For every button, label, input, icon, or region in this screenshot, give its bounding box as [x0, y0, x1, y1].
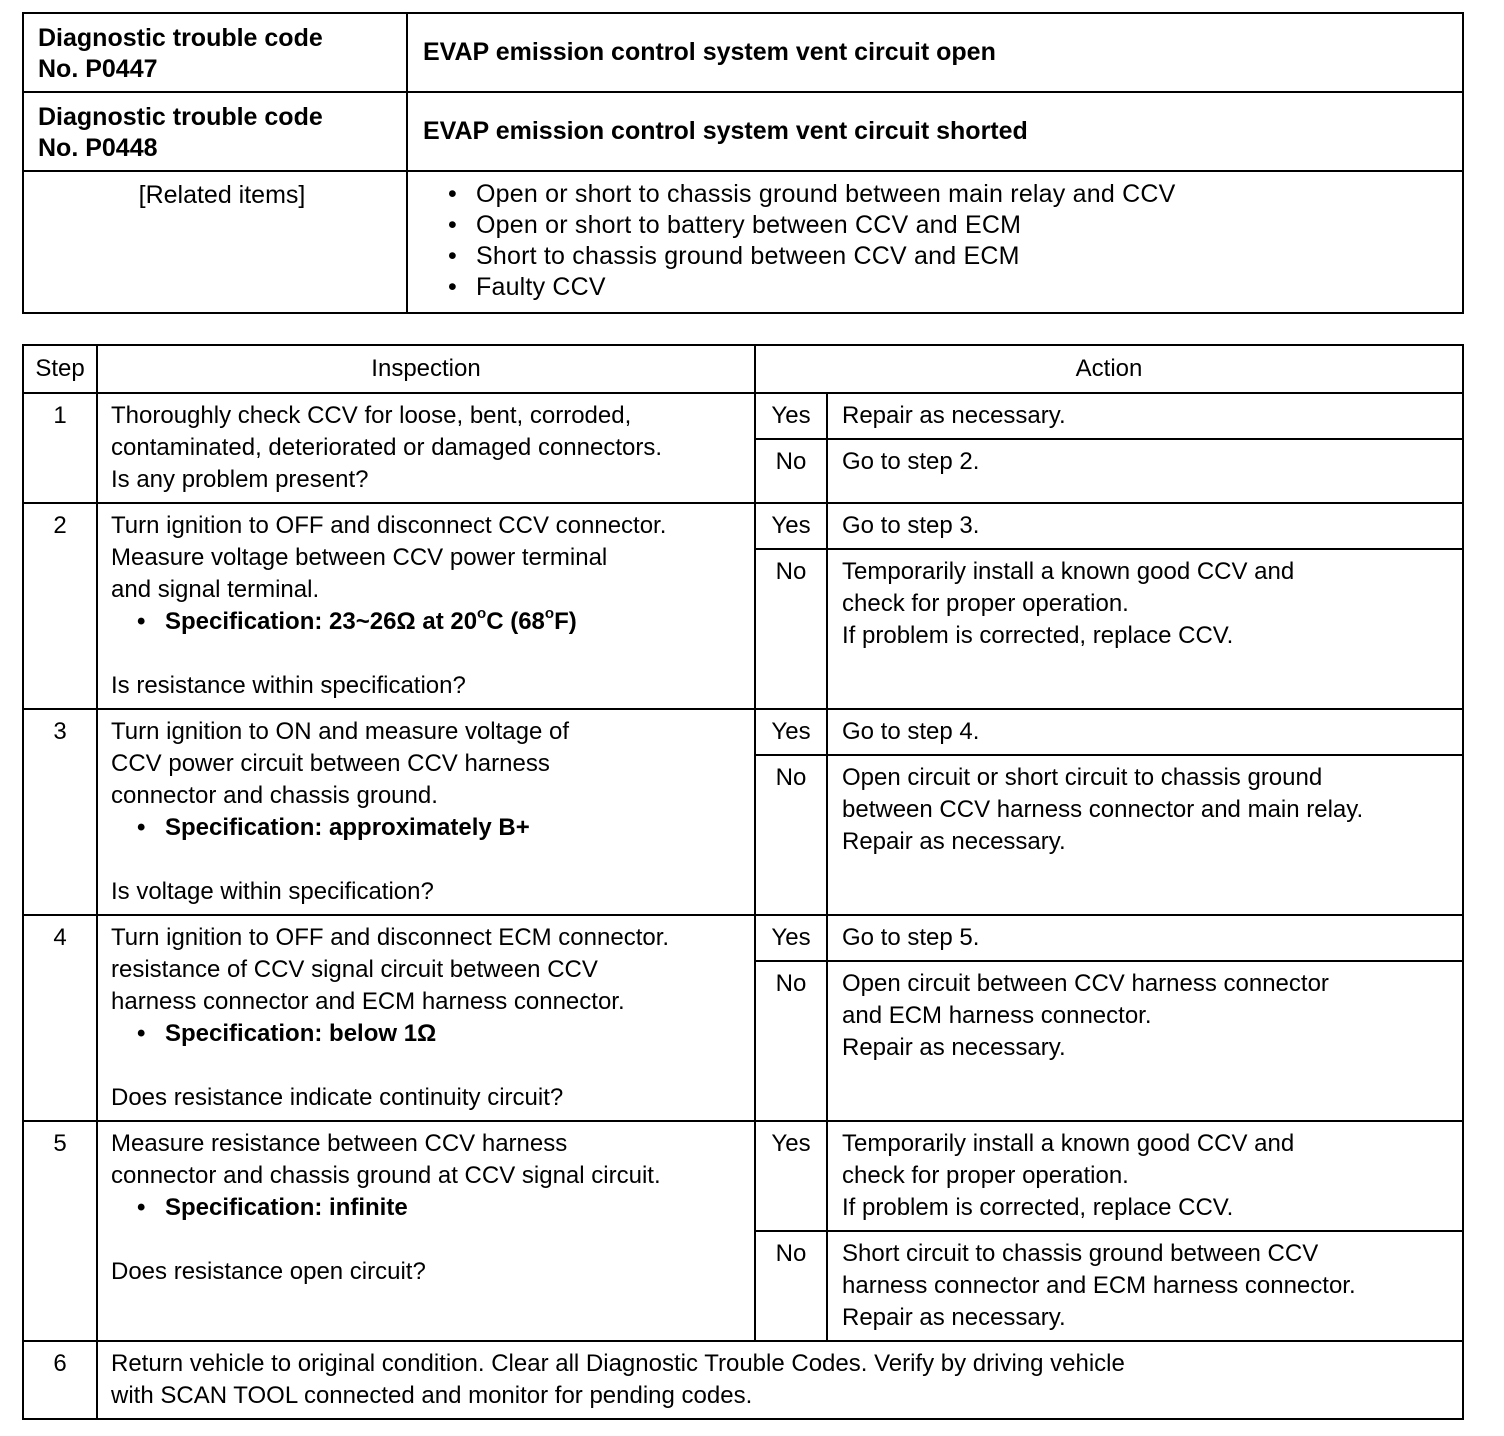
no-action: [827, 961, 1463, 1121]
action-line: Repair as necessary.: [842, 1034, 1066, 1061]
specification: • Specification: 23~26Ω at 20$^o$C (68$^o$F): [137, 605, 577, 635]
step-row: [23, 1341, 1463, 1419]
header-row: [23, 345, 1463, 393]
related-items-label: [Related items]: [23, 171, 407, 313]
step-row: [23, 1121, 1463, 1231]
yes-label: Yes: [755, 1121, 827, 1231]
yes-action: Go to step 4.: [827, 709, 1463, 755]
spec-text: F): [554, 608, 577, 635]
inspection-line: Turn ignition to ON and measure voltage of: [111, 718, 570, 745]
inspection-question: Does resistance open circuit?: [111, 1258, 426, 1285]
dtc-label: [23, 13, 407, 92]
no-action: [827, 755, 1463, 915]
step-row: [23, 709, 1463, 755]
spec-text: Specification: approximately B+: [165, 814, 530, 841]
yes-label: Yes: [755, 503, 827, 549]
spec-text: Specification: infinite: [165, 1194, 408, 1221]
degree-symbol: o: [477, 605, 487, 622]
no-label: No: [755, 439, 827, 503]
yes-action: Go to step 3.: [827, 503, 1463, 549]
yes-label: Yes: [755, 915, 827, 961]
action-line: Repair as necessary.: [842, 828, 1066, 855]
inspection-text: [97, 503, 755, 709]
inspection-question: Is voltage within specification?: [111, 878, 434, 905]
dtc-row: [23, 92, 1463, 171]
action-line: Open circuit or short circuit to chassis ground: [842, 764, 1323, 791]
yes-action: [827, 1121, 1463, 1231]
final-step-line: with SCAN TOOL connected and monitor for pending codes.: [111, 1382, 753, 1409]
inspection-header: Inspection: [97, 345, 755, 393]
step-number: 3: [23, 709, 97, 915]
inspection-line: Turn ignition to OFF and disconnect CCV connector.: [111, 512, 667, 539]
no-label: No: [755, 549, 827, 709]
inspection-line: and signal terminal.: [111, 576, 320, 603]
dtc-description: EVAP emission control system vent circuit shorted: [407, 92, 1463, 171]
related-item: • Faulty CCV: [448, 272, 1462, 303]
dtc-code: No. P0448: [38, 134, 158, 162]
no-action: [827, 1231, 1463, 1341]
action-line: check for proper operation.: [842, 1162, 1129, 1189]
related-items-row: [23, 171, 1463, 313]
step-number: 4: [23, 915, 97, 1121]
action-line: Temporarily install a known good CCV and: [842, 1130, 1295, 1157]
inspection-line: CCV power circuit between CCV harness: [111, 750, 550, 777]
action-line: between CCV harness connector and main relay.: [842, 796, 1364, 823]
step-header: Step: [23, 345, 97, 393]
step-row: [23, 503, 1463, 549]
no-label: No: [755, 755, 827, 915]
no-action: [827, 549, 1463, 709]
step-row: [23, 393, 1463, 439]
inspection-text: [97, 393, 755, 503]
inspection-line: Measure resistance between CCV harness: [111, 1130, 568, 1157]
step-row: [23, 915, 1463, 961]
yes-action: Repair as necessary.: [827, 393, 1463, 439]
inspection-text: [97, 915, 755, 1121]
inspection-line: harness connector and ECM harness connector.: [111, 988, 625, 1015]
action-line: Short circuit to chassis ground between CCV: [842, 1240, 1319, 1267]
action-line: Repair as necessary.: [842, 1304, 1066, 1331]
inspection-line: connector and chassis ground.: [111, 782, 438, 809]
inspection-text: [97, 1121, 755, 1341]
related-items-list: [407, 171, 1463, 313]
yes-action: Go to step 5.: [827, 915, 1463, 961]
spec-text: C (68: [486, 608, 545, 635]
yes-label: Yes: [755, 709, 827, 755]
step-number: 5: [23, 1121, 97, 1341]
action-line: and ECM harness connector.: [842, 1002, 1152, 1029]
related-item: • Short to chassis ground between CCV and ECM: [448, 241, 1462, 272]
action-line: Open circuit between CCV harness connector: [842, 970, 1329, 997]
inspection-text: [97, 709, 755, 915]
action-header: Action: [755, 345, 1463, 393]
inspection-line: Thoroughly check CCV for loose, bent, corroded,: [111, 402, 632, 429]
action-line: If problem is corrected, replace CCV.: [842, 622, 1234, 649]
inspection-line: connector and chassis ground at CCV signal circuit.: [111, 1162, 661, 1189]
related-item: • Open or short to battery between CCV and ECM: [448, 210, 1462, 241]
dtc-code: No. P0447: [38, 55, 158, 83]
no-action: Go to step 2.: [827, 439, 1463, 503]
inspection-line: resistance of CCV signal circuit between CCV: [111, 956, 598, 983]
specification: • Specification: approximately B+: [137, 814, 530, 841]
final-step-line: Return vehicle to original condition. Clear all Diagnostic Trouble Codes. Verify by driving vehicle: [111, 1350, 1125, 1377]
dtc-description: EVAP emission control system vent circuit open: [407, 13, 1463, 92]
final-step-text: [97, 1341, 1463, 1419]
inspection-steps-table: [22, 344, 1464, 1420]
inspection-question: Is resistance within specification?: [111, 672, 466, 699]
inspection-line: Is any problem present?: [111, 466, 369, 493]
inspection-line: Turn ignition to OFF and disconnect ECM connector.: [111, 924, 670, 951]
step-number: 6: [23, 1341, 97, 1419]
inspection-line: contaminated, deteriorated or damaged connectors.: [111, 434, 663, 461]
step-number: 2: [23, 503, 97, 709]
action-line: check for proper operation.: [842, 590, 1129, 617]
dtc-table: [22, 12, 1464, 314]
no-label: No: [755, 961, 827, 1121]
dtc-label-line: Diagnostic trouble code: [38, 103, 323, 131]
action-line: If problem is corrected, replace CCV.: [842, 1194, 1234, 1221]
dtc-row: [23, 13, 1463, 92]
spec-text: Specification: below 1Ω: [165, 1020, 437, 1047]
specification: • Specification: below 1Ω: [137, 1020, 437, 1047]
specification: • Specification: infinite: [137, 1194, 408, 1221]
no-label: No: [755, 1231, 827, 1341]
spec-text: Specification: 23~26Ω at 20: [165, 608, 478, 635]
inspection-line: Measure voltage between CCV power terminal: [111, 544, 608, 571]
inspection-question: Does resistance indicate continuity circuit?: [111, 1084, 564, 1111]
action-line: harness connector and ECM harness connector.: [842, 1272, 1356, 1299]
step-number: 1: [23, 393, 97, 503]
degree-symbol: o: [544, 605, 555, 622]
related-item: • Open or short to chassis ground between main relay and CCV: [448, 179, 1462, 210]
dtc-label: [23, 92, 407, 171]
yes-label: Yes: [755, 393, 827, 439]
dtc-label-line: Diagnostic trouble code: [38, 24, 323, 52]
action-line: Temporarily install a known good CCV and: [842, 558, 1295, 585]
